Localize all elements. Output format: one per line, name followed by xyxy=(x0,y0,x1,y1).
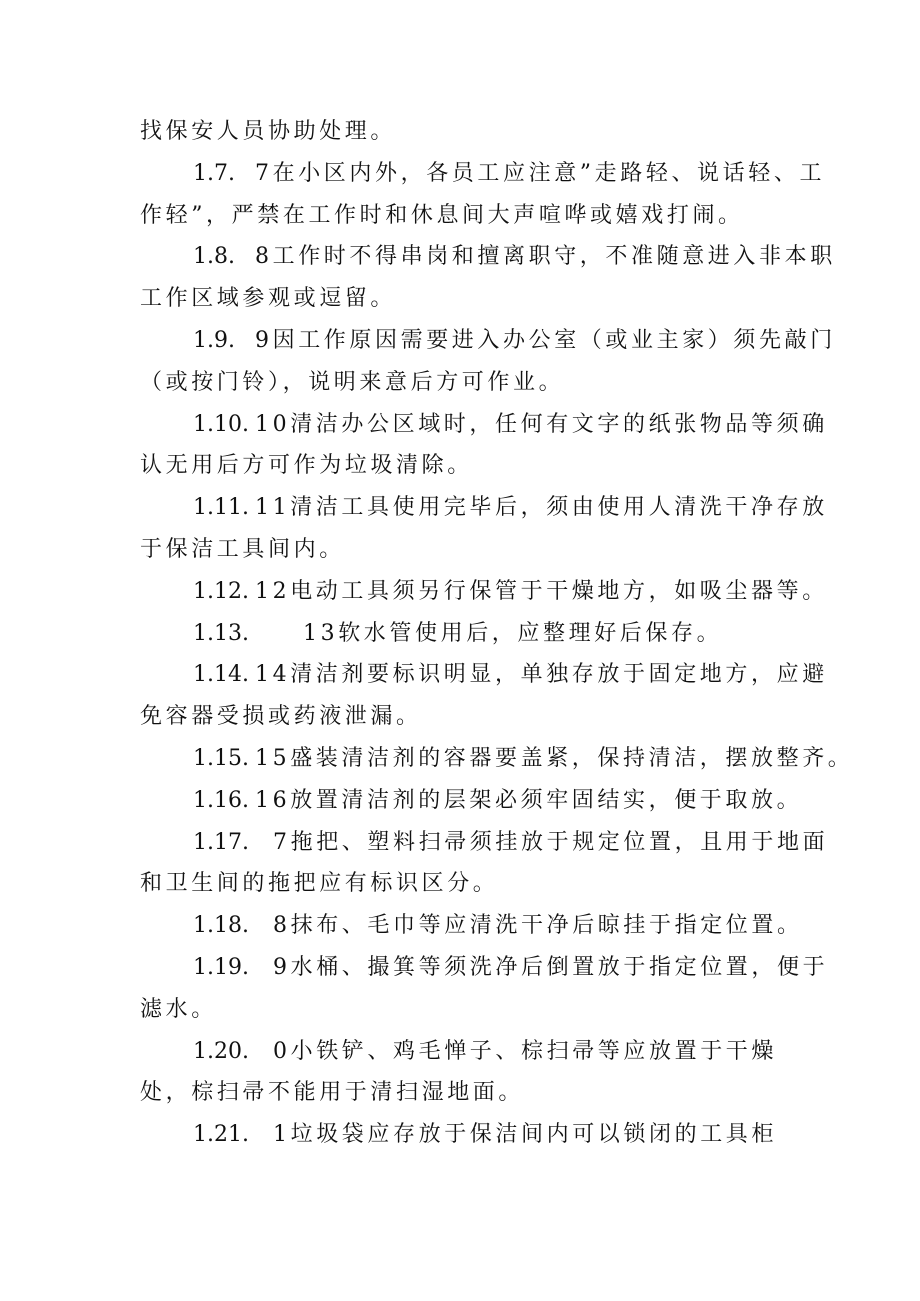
list-item xyxy=(193,410,828,440)
item-text: 8抹布、毛巾等应清洗干净后晾挂于指定位置。 xyxy=(273,913,803,938)
body-line xyxy=(140,201,744,231)
item-number: 1.7. xyxy=(193,161,235,186)
item-text: 13软水管使用后，应整理好后保存。 xyxy=(303,621,723,646)
line-text: （或按门铃），说明来意后方可作业。 xyxy=(140,370,565,395)
item-number: 1.12. xyxy=(193,579,249,604)
list-item xyxy=(193,159,825,189)
item-number: 1.14. xyxy=(193,662,249,687)
body-line xyxy=(140,1078,524,1108)
item-text: 9因工作原因需要进入办公室（或业主家）须先敲门 xyxy=(255,328,836,353)
line-text: 工作区域参观或逗留。 xyxy=(140,286,397,311)
line-text: 免容器受损或药液泄漏。 xyxy=(140,704,422,729)
item-text: 15盛装清洁剂的容器要盖紧，保持清洁，摆放整齐。 xyxy=(255,746,854,771)
list-item xyxy=(193,1037,777,1067)
line-text: 滤水。 xyxy=(140,997,217,1022)
body-line xyxy=(140,451,473,481)
line-text: 作轻”，严禁在工作时和休息间大声喧哗或嬉戏打闹。 xyxy=(140,203,744,228)
item-number: 1.11. xyxy=(193,495,249,520)
line-text: 认无用后方可作为垃圾清除。 xyxy=(140,453,473,478)
item-text: 12电动工具须另行保管于干燥地方，如吸尘器等。 xyxy=(255,579,828,604)
list-item xyxy=(193,326,836,356)
list-item xyxy=(193,911,803,941)
body-line xyxy=(140,995,217,1025)
line-text: 于保洁工具间内。 xyxy=(140,537,345,562)
line-text: 和卫生间的拖把应有标识区分。 xyxy=(140,871,499,896)
list-item xyxy=(193,242,836,272)
body-line xyxy=(140,702,422,732)
item-text: 7在小区内外，各员工应注意”走路轻、说话轻、工 xyxy=(255,161,826,186)
list-item xyxy=(193,744,853,774)
list-item xyxy=(193,786,802,816)
list-item xyxy=(193,577,828,607)
line-text: 处，棕扫帚不能用于清扫湿地面。 xyxy=(140,1080,525,1105)
line-text: 找保安人员协助处理。 xyxy=(140,119,397,144)
list-item xyxy=(193,1120,777,1150)
item-text: 9水桶、撮箕等须洗净后倒置放于指定位置，便于 xyxy=(273,955,829,980)
item-number: 1.13. xyxy=(193,621,249,646)
body-line xyxy=(140,368,564,398)
item-text: 7拖把、塑料扫帚须挂放于规定位置，且用于地面 xyxy=(273,830,829,855)
list-item xyxy=(193,619,722,649)
item-number: 1.8. xyxy=(193,244,235,269)
list-item xyxy=(193,828,828,858)
item-text: 1垃圾袋应存放于保洁间内可以锁闭的工具柜 xyxy=(273,1122,777,1147)
item-number: 1.21. xyxy=(193,1122,249,1147)
body-line xyxy=(140,869,498,899)
item-number: 1.10. xyxy=(193,412,249,437)
body-line xyxy=(140,117,396,147)
item-text: 11清洁工具使用完毕后，须由使用人清洗干净存放 xyxy=(255,495,828,520)
item-text: 8工作时不得串岗和擅离职守，不准随意进入非本职 xyxy=(255,244,836,269)
item-text: 16放置清洁剂的层架必须牢固结实，便于取放。 xyxy=(255,788,803,813)
item-number: 1.17. xyxy=(193,830,249,855)
list-item xyxy=(193,660,828,690)
item-text: 14清洁剂要标识明显，单独存放于固定地方，应避 xyxy=(255,662,828,687)
item-text: 10清洁办公区域时，任何有文字的纸张物品等须确 xyxy=(255,412,828,437)
item-text: 0小铁铲、鸡毛惮子、棕扫帚等应放置于干燥 xyxy=(273,1039,777,1064)
item-number: 1.9. xyxy=(193,328,235,353)
item-number: 1.19. xyxy=(193,955,249,980)
item-number: 1.15. xyxy=(193,746,249,771)
body-line xyxy=(140,535,345,565)
body-line xyxy=(140,284,396,314)
list-item xyxy=(193,953,828,983)
item-number: 1.20. xyxy=(193,1039,249,1064)
item-number: 1.16. xyxy=(193,788,249,813)
item-number: 1.18. xyxy=(193,913,249,938)
list-item xyxy=(193,493,828,523)
